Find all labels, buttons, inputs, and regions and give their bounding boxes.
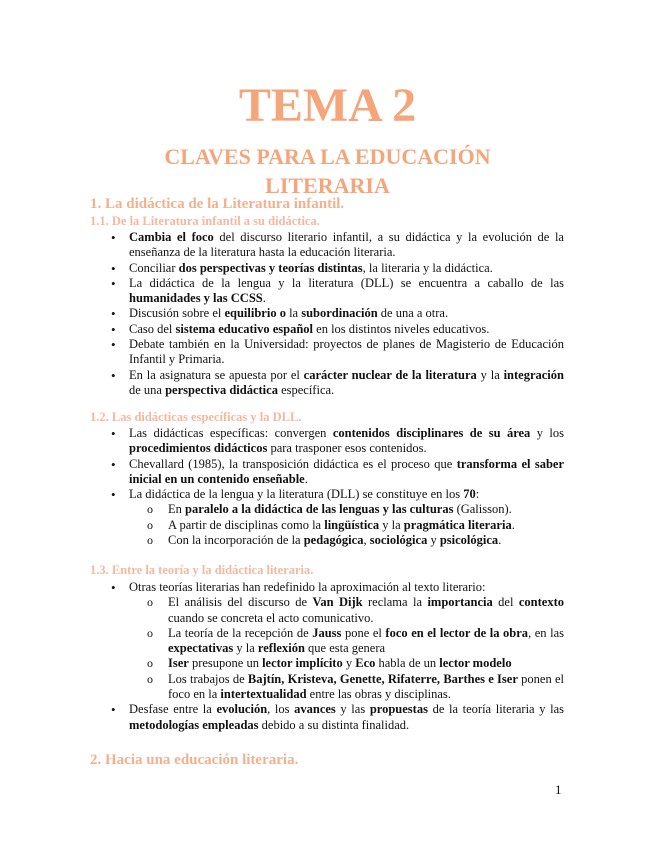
list-item: • Las didácticas específicas: convergen contenidos disciplinares de su área y los procedimientos didácticos para trasponer esos contenidos.: [90, 426, 564, 457]
list-item: • Discusión sobre el equilibrio o la subordinación de una a otra.: [90, 306, 564, 321]
list-item: • Debate también en la Universidad: proyectos de planes de Magisterio de Educación Infantil y Primaria.: [90, 337, 564, 368]
subsection-1-3-heading: 1.3. Entre la teoría y la didáctica literaria.: [90, 563, 314, 577]
sub-list-item: o La teoría de la recepción de Jauss pone el foco en el lector de la obra, en las expectativas y la reflexión que esta genera: [90, 626, 564, 657]
list-item: • Conciliar dos perspectivas y teorías distintas, la literaria y la didáctica.: [90, 261, 564, 276]
section-1-heading: 1. La didáctica de la Literatura infantil.: [90, 196, 345, 212]
list-item: • La didáctica de la lengua y la literatura (DLL) se constituye en los 70:: [90, 487, 564, 502]
sub-list-item: o En paralelo a la didáctica de las lenguas y las culturas (Galisson).: [90, 502, 564, 517]
subsection-1-1-list: [90, 230, 564, 398]
subsection-1-2-list: [90, 426, 564, 548]
page-subtitle: CLAVES PARA LA EDUCACIÓN LITERARIA: [164, 144, 491, 198]
list-item: • Desfase entre la evolución, los avances y las propuestas de la teoría literaria y las metodologías empleadas debido a su distinta finalidad.: [90, 702, 564, 733]
section-2-heading: 2. Hacia una educación literaria.: [90, 752, 299, 768]
sub-list-item: o El análisis del discurso de Van Dijk reclama la importancia del contexto cuando se concreta el acto comunicativo.: [90, 595, 564, 626]
list-item: • La didáctica de la lengua y la literatura (DLL) se encuentra a caballo de las humanidades y las CCSS.: [90, 276, 564, 307]
list-item: • Chevallard (1985), la transposición didáctica es el proceso que transforma el saber inicial en un contenido enseñable.: [90, 457, 564, 488]
list-item: • Caso del sistema educativo español en los distintos niveles educativos.: [90, 322, 564, 337]
sub-list-item: o Iser presupone un lector implícito y Eco habla de un lector modelo: [90, 656, 564, 671]
sub-list-item: o Con la incorporación de la pedagógica, sociológica y psicológica.: [90, 533, 564, 548]
list-item: • En la asignatura se apuesta por el carácter nuclear de la literatura y la integración de una perspectiva didáctica específica.: [90, 368, 564, 399]
sub-list-item: o A partir de disciplinas como la lingüística y la pragmática literaria.: [90, 518, 564, 533]
sub-list-item: o Los trabajos de Bajtín, Kristeva, Genette, Rifaterre, Barthes e Iser ponen el foco en la intertextualidad entre las obras y disciplinas.: [90, 672, 564, 703]
subsection-1-3-list: [90, 580, 564, 733]
subsection-1-2-heading: 1.2. Las didácticas específicas y la DLL.: [90, 410, 302, 424]
page-title: TEMA 2: [238, 79, 417, 132]
list-item: • Otras teorías literarias han redefinido la aproximación al texto literario:: [90, 580, 564, 595]
page-number: 1: [555, 782, 562, 797]
subsection-1-1-heading: 1.1. De la Literatura infantil a su didáctica.: [90, 214, 320, 228]
list-item: • Cambia el foco del discurso literario infantil, a su didáctica y la evolución de la enseñanza de la literatura hasta la educación literaria.: [90, 230, 564, 261]
